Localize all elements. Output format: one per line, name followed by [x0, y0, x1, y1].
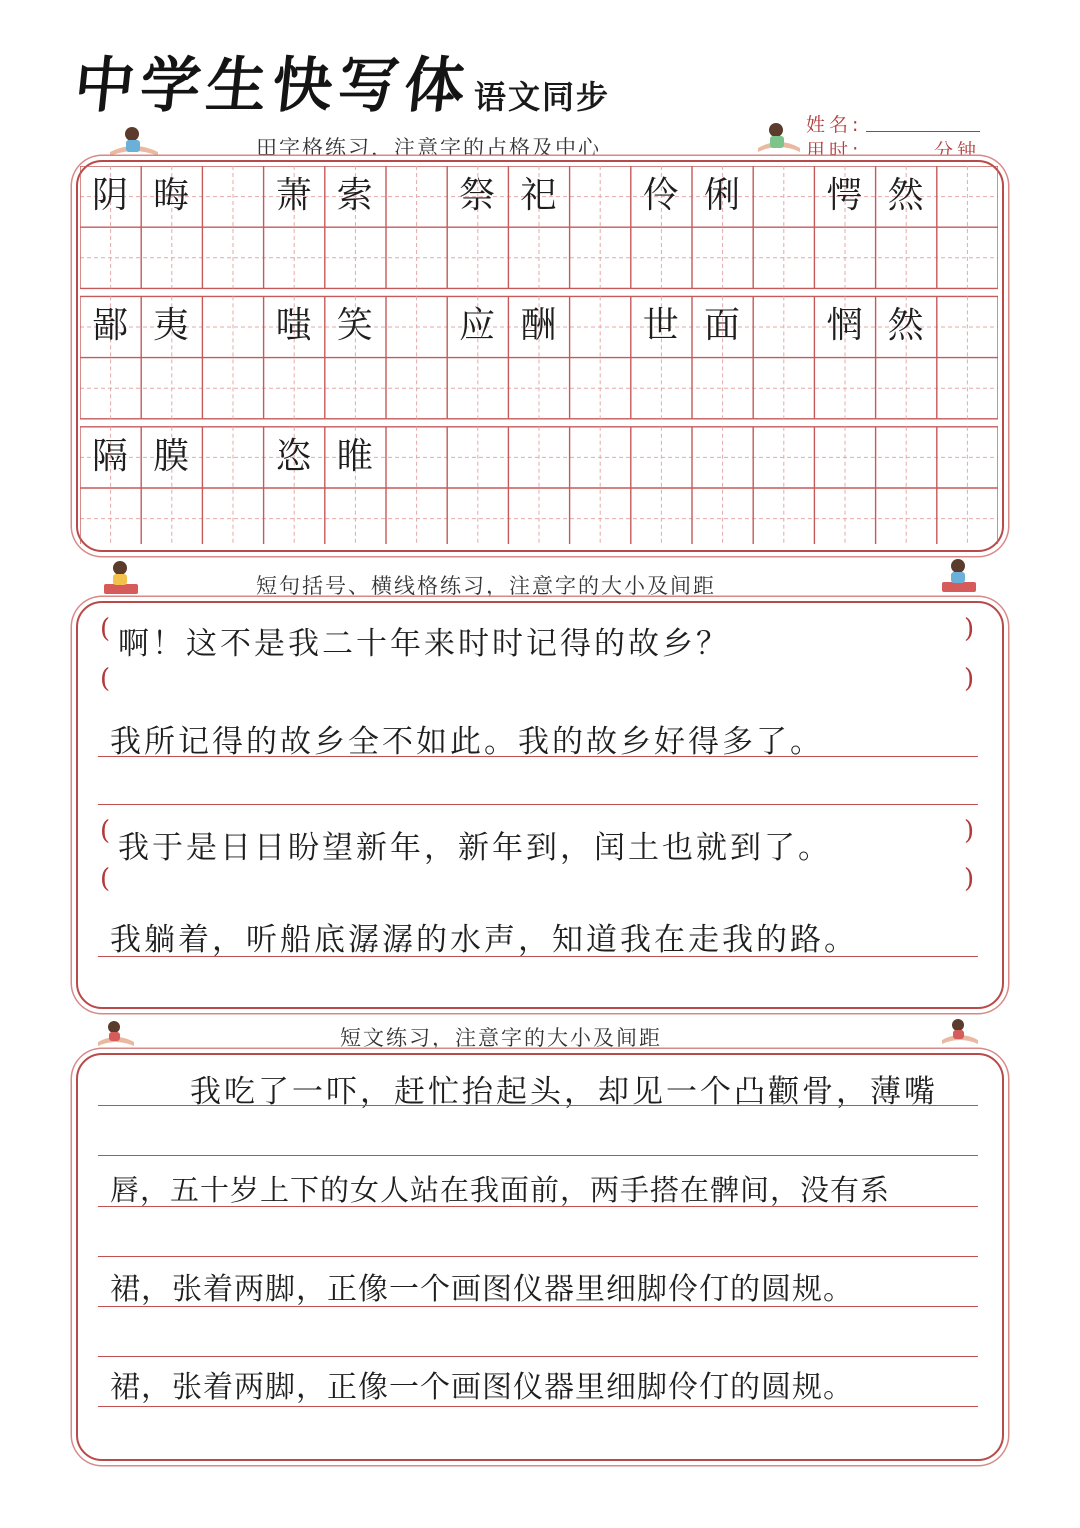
bracket-right: ) [964, 864, 975, 894]
writing-line [98, 1105, 978, 1106]
writing-line [98, 1406, 978, 1407]
sentence-line: 我所记得的故乡全不如此。我的故乡好得多了。 [110, 724, 824, 760]
essay-line: 我吃了一吓，赶忙抬起头，却见一个凸颧骨，薄嘴 [190, 1074, 938, 1110]
reading-child-icon [938, 556, 980, 596]
grid-character: 祀 [520, 175, 557, 216]
time-label: 用时: [806, 140, 863, 162]
reading-child-icon [754, 118, 804, 158]
grid-character: 笑 [336, 305, 373, 347]
bracket-left: ( [100, 614, 111, 644]
name-underline [866, 131, 980, 132]
writing-line [98, 1306, 978, 1307]
essay-line: 裙，张着两脚，正像一个画图仪器里细脚伶仃的圆规。 [110, 1370, 854, 1405]
sentence-line: 我于是日日盼望新年，新年到，闰土也就到了。 [118, 830, 832, 866]
grid-section-title: 田字格练习，注意字的占格及中心 [256, 136, 601, 160]
essay-line: 唇，五十岁上下的女人站在我面前，两手搭在髀间，没有系 [110, 1173, 891, 1207]
grid-character: 俐 [703, 175, 740, 216]
grid-character: 面 [703, 305, 740, 347]
reading-child-icon [94, 1018, 138, 1050]
grid-character: 酬 [520, 305, 557, 347]
writing-line [98, 804, 978, 805]
essay-section-title: 短文练习，注意字的大小及间距 [340, 1026, 662, 1050]
grid-character: 惘 [826, 305, 863, 347]
writing-line [98, 956, 978, 957]
sentence-line: 啊！这不是我二十年来时时记得的故乡？ [118, 626, 730, 662]
grid-character: 隔 [91, 435, 128, 477]
grid-character: 恣 [275, 435, 312, 477]
writing-line [98, 1356, 978, 1357]
bracket-section-title: 短句括号、横线格练习，注意字的大小及间距 [256, 574, 716, 598]
grid-character: 索 [336, 175, 373, 216]
bracket-right: ) [964, 816, 975, 846]
reading-child-icon [100, 558, 142, 598]
grid-character: 阴 [91, 175, 128, 216]
bracket-right: ) [964, 664, 975, 694]
bracket-left: ( [100, 816, 111, 846]
writing-line [98, 1206, 978, 1207]
grid-character: 愕 [826, 175, 863, 216]
grid-character: 然 [887, 305, 924, 347]
grid-character: 应 [459, 305, 496, 347]
grid-character: 膜 [153, 435, 190, 477]
writing-line [98, 1256, 978, 1257]
writing-line [98, 1155, 978, 1156]
bracket-left: ( [100, 864, 111, 894]
reading-child-icon [938, 1016, 982, 1048]
page-title: 中学生快写体 [70, 51, 475, 121]
grid-character: 鄙 [91, 305, 128, 347]
grid-character: 睢 [336, 435, 373, 477]
grid-character: 晦 [153, 175, 190, 216]
page-subtitle: 语文同步 [474, 78, 611, 116]
reading-child-icon [104, 122, 164, 162]
grid-character: 世 [642, 305, 679, 347]
name-label: 姓名: [806, 114, 863, 136]
bracket-left: ( [100, 664, 111, 694]
grid-character: 嗤 [275, 305, 312, 347]
writing-line [98, 756, 978, 757]
grid-character: 伶 [642, 175, 679, 216]
grid-character: 祭 [459, 175, 496, 216]
essay-line: 裙，张着两脚，正像一个画图仪器里细脚伶仃的圆规。 [110, 1272, 854, 1307]
grid-character: 萧 [275, 175, 312, 216]
time-unit: 分钟 [934, 140, 981, 162]
sentence-line: 我躺着，听船底潺潺的水声，知道我在走我的路。 [110, 922, 858, 958]
grid-character: 然 [887, 175, 924, 216]
bracket-right: ) [964, 614, 975, 644]
grid-character: 夷 [153, 305, 190, 347]
